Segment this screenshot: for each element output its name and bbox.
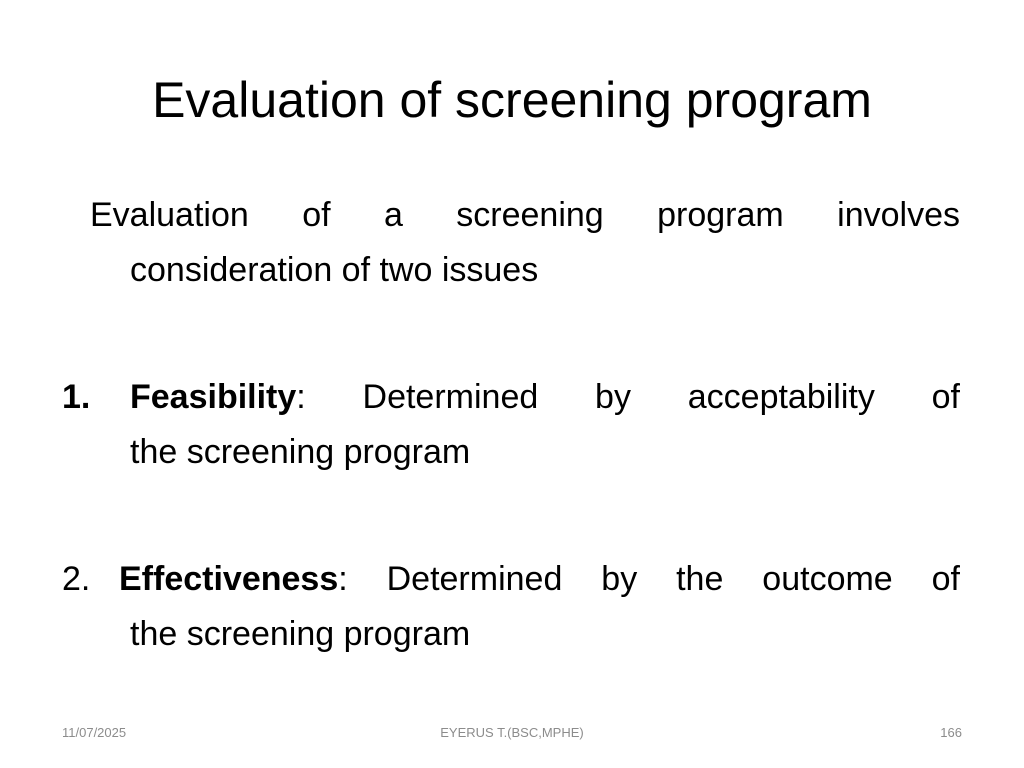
list-item-separator: :	[296, 378, 306, 416]
intro-line-1: Evaluation of a screening program involves	[90, 196, 960, 234]
list-item-separator: :	[338, 560, 348, 598]
footer-author: EYERUS T.(BSC,MPHE)	[440, 725, 584, 740]
list-item-number: 1.	[62, 378, 91, 416]
list-item-term: Effectiveness	[119, 560, 339, 598]
list-item-effectiveness	[62, 552, 960, 662]
list-item-text	[130, 370, 960, 425]
slide-title: Evaluation of screening program	[152, 72, 872, 128]
list-item-description-cont: the screening program	[130, 433, 471, 471]
list-item-term: Feasibility	[130, 378, 297, 416]
intro-line-2: consideration of two issues	[130, 251, 539, 289]
footer-page-number: 166	[940, 725, 962, 740]
list-item-feasibility	[62, 370, 960, 480]
list-item-description-cont: the screening program	[130, 615, 471, 653]
list-item-number: 2.	[62, 560, 91, 598]
list-item-text	[119, 552, 960, 607]
footer-date: 11/07/2025	[62, 725, 127, 740]
intro-paragraph	[90, 188, 960, 298]
list-item-description: Determined by acceptability of	[305, 378, 960, 416]
list-item-description: Determined by the outcome of	[347, 560, 960, 598]
